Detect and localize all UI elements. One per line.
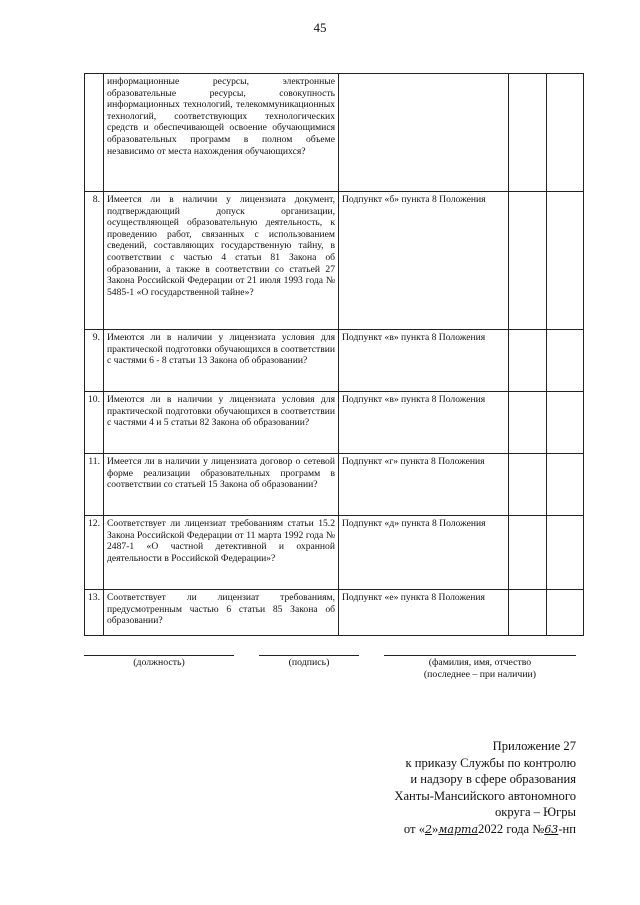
row-question: Имеются ли в наличии у лицензиата условия для практической подготовки обучающихся в соответствии с частями 4 и 5 статьи 82 Закона об образовании? <box>104 392 339 454</box>
row-legal-basis: Подпункт «е» пункта 8 Положения <box>339 590 509 636</box>
row-legal-basis <box>339 74 509 192</box>
row-blank-cell <box>509 590 547 636</box>
checklist-table <box>84 73 584 636</box>
row-blank-cell <box>509 192 547 330</box>
appendix-block <box>394 738 576 838</box>
row-blank-cell <box>509 454 547 516</box>
table-row <box>85 392 584 454</box>
row-blank-cell <box>547 454 584 516</box>
row-legal-basis: Подпункт «д» пункта 8 Положения <box>339 516 509 590</box>
row-blank-cell <box>509 392 547 454</box>
row-question: Имеются ли в наличии у лицензиата условия для практической подготовки обучающихся в соответствии с частями 6 - 8 статьи 13 Закона об образовании? <box>104 330 339 392</box>
row-blank-cell <box>509 330 547 392</box>
position-label: (должность) <box>133 657 185 668</box>
row-blank-cell <box>547 392 584 454</box>
row-question: информационные ресурсы, электронные образовательные ресурсы, совокупность информационных технологий, телекоммуникационных технологий, соответствующих технологических средств и обеспечивающей освоение обучающимися образовательных программ в полном объеме независимо от места нахождения обучающихся? <box>104 74 339 192</box>
date-year: 2022 года № <box>478 821 545 836</box>
row-blank-cell <box>547 330 584 392</box>
signature-label: (подпись) <box>288 657 330 668</box>
table-row <box>85 516 584 590</box>
row-legal-basis: Подпункт «в» пункта 8 Положения <box>339 330 509 392</box>
table-row <box>85 74 584 192</box>
name-line <box>384 655 576 656</box>
appendix-line3: и надзору в сфере образования <box>410 772 576 786</box>
date-day: 2 <box>425 822 432 836</box>
name-label-line1: (фамилия, имя, отчество <box>428 657 532 668</box>
row-blank-cell <box>509 516 547 590</box>
table-row <box>85 590 584 636</box>
row-blank-cell <box>547 192 584 330</box>
appendix-line5: округа – Югры <box>494 805 576 819</box>
table-row <box>85 192 584 330</box>
signature-line <box>259 655 359 656</box>
row-blank-cell <box>547 516 584 590</box>
appendix-line4: Ханты-Мансийского автономного <box>394 788 576 803</box>
appendix-line2: к приказу Службы по контролю <box>405 755 576 770</box>
appendix-title: Приложение 27 <box>492 739 576 753</box>
row-question: Имеется ли в наличии у лицензиата документ, подтверждающий допуск организации, осуществляющей образовательную деятельность, к проведению работ, связанных с использованием сведений, составляющих государственную тайну, в соответствии с частью 4 статьи 81 Закона об образовании, а также в соответствии со статьей 27 Закона Российской Федерации от 21 июля 1993 года № 5485-1 «О государственной тайне»? <box>104 192 339 330</box>
row-question: Соответствует ли лицензиат требованиям, предусмотренным частью 6 статьи 85 Закона об образовании? <box>104 590 339 636</box>
row-blank-cell <box>547 590 584 636</box>
row-blank-cell <box>547 74 584 192</box>
row-number: 10. <box>85 392 104 454</box>
page-number: 45 <box>313 20 327 35</box>
row-number: 9. <box>85 330 104 392</box>
row-question: Имеется ли в наличии у лицензиата договор о сетевой форме реализации образовательных программ в соответствии со статьей 15 Закона об образовании? <box>104 454 339 516</box>
name-label-line2: (последнее – при наличии) <box>423 669 537 680</box>
position-line <box>84 655 234 656</box>
date-prefix: от « <box>403 821 425 836</box>
table-row <box>85 330 584 392</box>
row-number: 12. <box>85 516 104 590</box>
row-blank-cell <box>509 74 547 192</box>
date-suffix: -нп <box>558 821 576 836</box>
row-number: 11. <box>85 454 104 516</box>
row-legal-basis: Подпункт «в» пункта 8 Положения <box>339 392 509 454</box>
row-legal-basis: Подпункт «б» пункта 8 Положения <box>339 192 509 330</box>
row-number: 13. <box>85 590 104 636</box>
table-row <box>85 454 584 516</box>
row-number <box>85 74 104 192</box>
row-question: Соответствует ли лицензиат требованиям статьи 15.2 Закона Российской Федерации от 11 марта 1992 года № 2487-1 «О частной детективной и охранной деятельности в Российской Федерации»? <box>104 516 339 590</box>
date-mid: » <box>432 821 439 836</box>
row-number: 8. <box>85 192 104 330</box>
name-label <box>384 657 576 681</box>
row-legal-basis: Подпункт «г» пункта 8 Положения <box>339 454 509 516</box>
date-month: марта <box>438 822 479 836</box>
appendix-date-line <box>394 821 576 839</box>
date-number: 63 <box>544 822 559 836</box>
